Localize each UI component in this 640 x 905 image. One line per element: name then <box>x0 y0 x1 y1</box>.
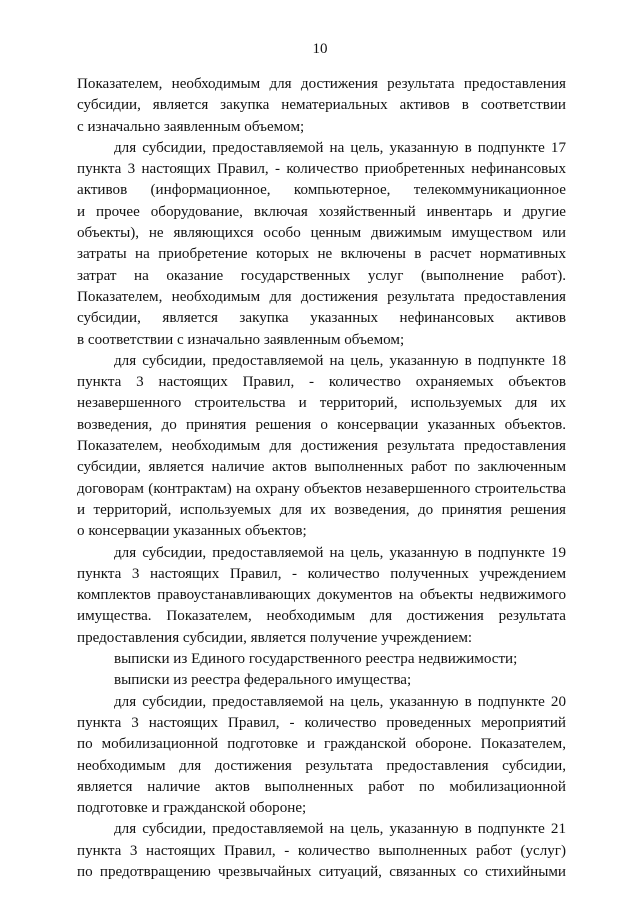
text-line: является наличие актов выполненных работ по мобилизационной <box>77 778 566 795</box>
text-line: в соответствии с изначально заявленным объемом; <box>77 331 405 348</box>
text-line: Показателем, необходимым для достижения результата предоставления <box>77 76 566 92</box>
text-line: для субсидии, предоставляемой на цель, указанную в подпункте 17 <box>114 139 566 156</box>
text-line: выписки из Единого государственного реестра недвижимости; <box>114 651 518 668</box>
text-line: предоставления субсидии, является получение учреждением: <box>77 629 473 646</box>
text-line: и прочее оборудование, включая хозяйственный инвентарь и другие <box>77 203 566 220</box>
text-line: субсидии, является закупка указанных нефинансовых активов <box>77 310 566 327</box>
text-line: возведения, до принятия решения о консервации указанных объектов. <box>77 416 566 433</box>
text-line: Показателем, необходимым для достижения результата предоставления <box>77 288 566 305</box>
text-line: по мобилизационной подготовке и гражданской обороне. Показателем, <box>77 736 566 753</box>
page-number: 10 <box>312 41 328 57</box>
text-line: пункта 3 настоящих Правил, - количество полученных учреждением <box>77 565 566 582</box>
text-line: активов (информационное, компьютерное, телекоммуникационное <box>77 182 566 199</box>
text-line: подготовке и гражданской обороне; <box>77 800 307 817</box>
text-line: затраты на приобретение которых не включены в расчет нормативных <box>77 246 566 263</box>
text-line: для субсидии, предоставляемой на цель, указанную в подпункте 20 <box>114 693 566 710</box>
text-line: объекты), не являющихся особо ценным движимым имуществом или <box>77 225 566 242</box>
text-line: по предотвращению чрезвычайных ситуаций, связанных со стихийными <box>77 863 566 880</box>
text-line: и территорий, используемых для их возведения, до принятия решения <box>77 501 566 518</box>
text-line: пункта 3 настоящих Правил, - количество проведенных мероприятий <box>77 714 566 731</box>
text-line: о консервации указанных объектов; <box>77 523 307 540</box>
text-line: имущества. Показателем, необходимым для достижения результата <box>77 608 566 625</box>
text-line: субсидии, является закупка нематериальных активов в соответствии <box>77 97 566 114</box>
text-line: для субсидии, предоставляемой на цель, указанную в подпункте 21 <box>114 821 566 838</box>
text-line: незавершенного строительства и территорий, используемых для их <box>77 395 566 412</box>
text-line: комплектов правоустанавливающих документов на объекты недвижимого <box>77 587 566 604</box>
text-line: для субсидии, предоставляемой на цель, указанную в подпункте 18 <box>114 352 566 369</box>
text-line: договорам (контрактам) на охрану объектов незавершенного строительства <box>77 480 566 497</box>
text-line: пункта 3 настоящих Правил, - количество выполненных работ (услуг) <box>77 842 566 859</box>
text-line: Показателем, необходимым для достижения результата предоставления <box>77 438 566 455</box>
text-line: выписки из реестра федерального имущества; <box>114 672 412 689</box>
text-line: для субсидии, предоставляемой на цель, указанную в подпункте 19 <box>114 544 566 561</box>
text-line: пункта 3 настоящих Правил, - количество приобретенных нефинансовых <box>77 161 566 178</box>
text-line: пункта 3 настоящих Правил, - количество охраняемых объектов <box>77 374 566 391</box>
text-line: субсидии, является наличие актов выполненных работ по заключенным <box>77 459 566 476</box>
document-body <box>77 74 566 883</box>
text-line: затрат на оказание государственных услуг (выполнение работ). <box>77 267 566 284</box>
text-line: необходимым для достижения результата предоставления субсидии, <box>77 757 566 774</box>
text-line: с изначально заявленным объемом; <box>77 118 305 135</box>
